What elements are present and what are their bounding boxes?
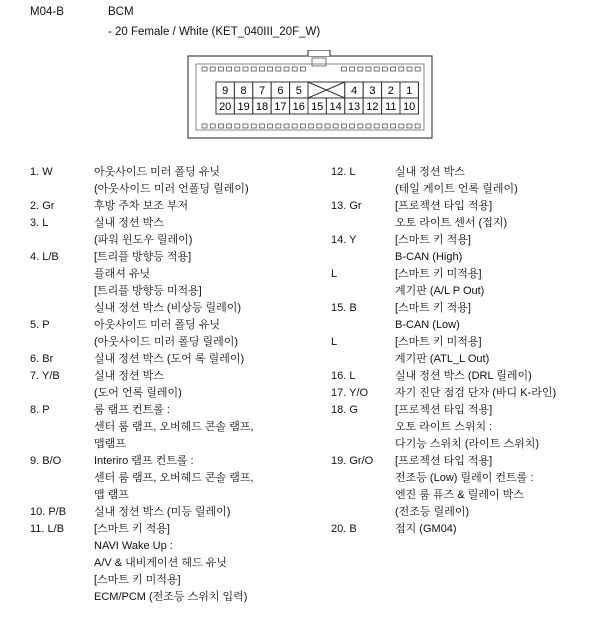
pin-label: 19. Gr/O [331, 455, 374, 467]
pin-number: 6 [277, 85, 284, 97]
connector-code: M04-B [30, 6, 64, 18]
pin-description: 계기판 (ATL_L Out) [395, 353, 490, 365]
pin-description: 아웃사이드 미러 폴딩 유닛 [94, 319, 221, 331]
pin-description: 실내 정션 박스 (DRL 릴레이) [395, 370, 532, 382]
pin-description: B-CAN (High) [395, 251, 463, 263]
pin-label: 3. L [30, 217, 49, 229]
pin-label: 18. G [331, 404, 358, 416]
pin-label: 17. Y/O [331, 387, 369, 399]
pin-description: 실내 정션 박스 [395, 166, 465, 178]
pin-label: 11. L/B [30, 523, 65, 535]
pin-label: 8. P [30, 404, 50, 416]
pin-grid [216, 82, 418, 114]
pin-number: 17 [274, 101, 287, 113]
pin-number: 5 [295, 85, 302, 97]
pin-description: 플래셔 유닛 [94, 268, 151, 280]
pin-label: 14. Y [331, 234, 357, 246]
pin-description: (전조등 릴레이) [395, 506, 470, 518]
pin-description: 전조등 (Low) 릴레이 컨트롤 : [395, 472, 534, 484]
pin-number: 19 [237, 101, 250, 113]
pin-number: 11 [385, 101, 397, 113]
pin-description: 센터 룸 램프, 오버헤드 콘솔 램프, [94, 472, 254, 484]
pin-number: 7 [258, 85, 266, 97]
pin-label: 9. B/O [30, 455, 62, 467]
pin-description: 아웃사이드 미러 폴딩 유닛 [94, 166, 221, 178]
pin-number: 1 [406, 85, 413, 97]
pin-description: 실내 정션 박스 (미등 릴레이) [94, 506, 231, 518]
pin-number: 4 [350, 85, 358, 97]
pin-description: 오토 라이트 스위치 : [395, 421, 493, 433]
connector-diagram [186, 50, 436, 142]
pin-description: (아웃사이드 미러 폴딩 릴레이) [94, 336, 239, 348]
pin-description: 후방 주차 보조 부저 [94, 200, 189, 212]
pin-label: 12. L [331, 166, 356, 178]
pin-label: 6. Br [30, 353, 54, 365]
pin-description: [스마트 키 적용] [395, 234, 471, 246]
pin-label: 20. B [331, 523, 357, 535]
pin-description: 엔진 룸 퓨즈 & 릴레이 박스 [395, 489, 524, 501]
pin-label: 5. P [30, 319, 50, 331]
pin-description: 룸 램프 컨트롤 : [94, 404, 170, 416]
pin-number: 15 [311, 101, 324, 113]
pin-number: 10 [403, 101, 416, 113]
pin-number: 9 [222, 85, 229, 97]
pin-description: [스마트 키 미적용] [94, 574, 181, 586]
pin-description: [프로젝션 타입 적용] [395, 404, 493, 416]
pin-description: [스마트 키 적용] [395, 302, 471, 314]
pin-label: 7. Y/B [30, 370, 60, 382]
pin-label: 13. Gr [331, 200, 362, 212]
pin-description: 자기 진단 점검 단자 (바디 K-라인) [395, 387, 557, 399]
pin-label: L [331, 268, 338, 280]
pin-label: 1. W [30, 166, 53, 178]
pin-description: 오토 라이트 센서 (접지) [395, 217, 508, 229]
pin-label: 10. P/B [30, 506, 67, 518]
connector-spec: - 20 Female / White (KET_040III_20F_W) [108, 26, 321, 38]
pin-description: (도어 언록 릴레이) [94, 387, 182, 399]
pin-description: NAVI Wake Up : [94, 540, 173, 552]
pin-description: 맵 램프 [94, 489, 129, 501]
pin-description: [스마트 키 적용] [94, 523, 170, 535]
pin-description: ECM/PCM (전조등 스위치 입력) [94, 591, 248, 603]
pin-label: 2. Gr [30, 200, 55, 212]
pin-number: 13 [347, 101, 361, 113]
pin-description: (파워 윈도우 릴레이) [94, 234, 193, 246]
pin-description: 실내 정션 박스 (도어 록 릴레이) [94, 353, 245, 365]
pin-description: 실내 정션 박스 [94, 217, 164, 229]
module-name: BCM [108, 6, 134, 18]
connector-latch [308, 50, 330, 56]
pin-description: [프로젝션 타입 적용] [395, 200, 493, 212]
pin-description: Interiro 램프 컨트롤 : [94, 455, 194, 467]
pin-number: 2 [387, 85, 394, 97]
pin-description: [스마트 키 미적용] [395, 268, 482, 280]
pin-description: B-CAN (Low) [395, 319, 460, 331]
pin-description: 접지 (GM04) [395, 523, 457, 535]
pin-number: 3 [369, 85, 376, 97]
pin-label: 16. L [331, 370, 356, 382]
pin-description: A/V & 내비게이션 헤드 유닛 [94, 557, 227, 569]
pin-number: 16 [292, 101, 305, 113]
pin-description: [트리플 방향등 미적용] [94, 285, 202, 297]
pin-description: 다기능 스위치 (라이트 스위치) [395, 438, 540, 450]
pin-label: L [331, 336, 338, 348]
pin-description: (아웃사이드 미러 언폴딩 릴레이) [94, 183, 249, 195]
pin-description: [트리플 방향등 적용] [94, 251, 192, 263]
pin-description: (테일 게이트 언록 릴레이) [395, 183, 518, 195]
pin-description: 맵램프 [94, 438, 126, 450]
pin-label: 15. B [331, 302, 357, 314]
pin-description: [스마트 키 미적용] [395, 336, 482, 348]
pin-description: 계기판 (A/L P Out) [395, 285, 485, 297]
pin-description: 실내 정션 박스 (비상등 릴레이) [94, 302, 242, 314]
pin-number: 8 [240, 85, 247, 97]
pin-number: 12 [366, 101, 379, 113]
pin-description: 센터 룸 램프, 오버헤드 콘솔 램프, [94, 421, 254, 433]
pin-number: 14 [329, 101, 342, 113]
pin-description: [프로젝션 타입 적용] [395, 455, 493, 467]
pin-number: 18 [255, 101, 269, 113]
pin-number: 20 [219, 101, 232, 113]
pin-description: 실내 정션 박스 [94, 370, 164, 382]
pin-label: 4. L/B [30, 251, 59, 263]
